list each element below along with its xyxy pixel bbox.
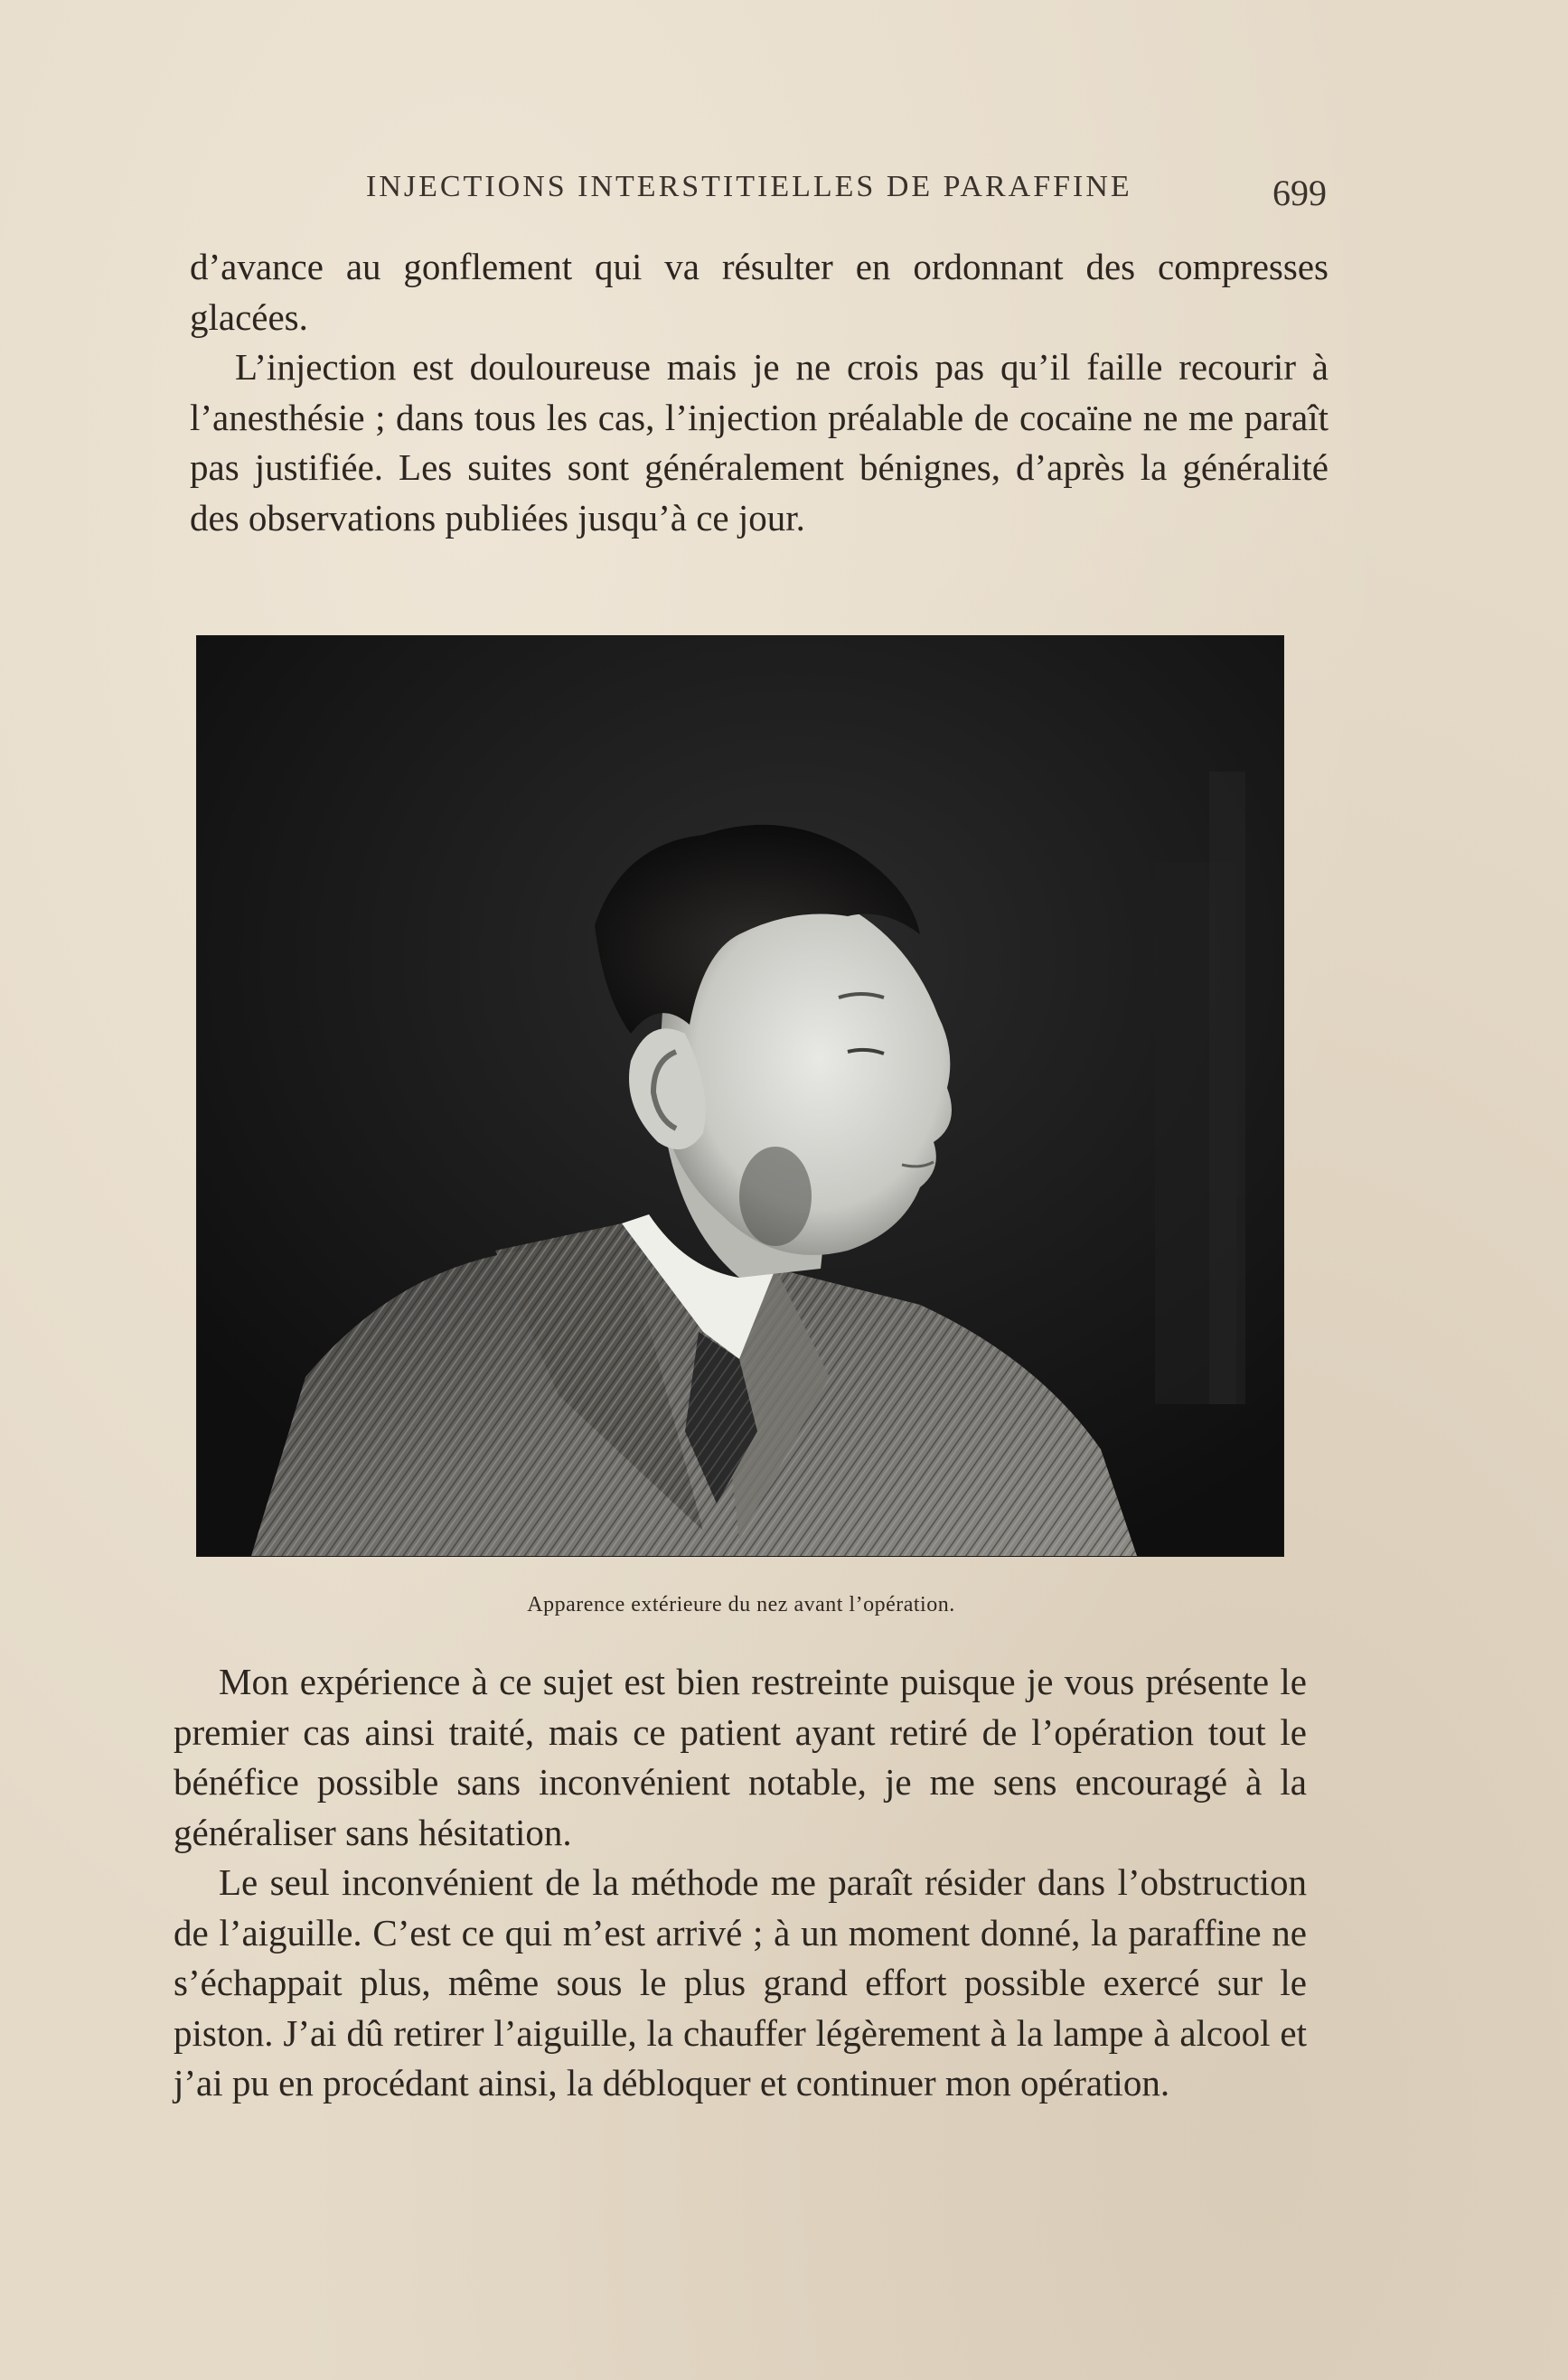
portrait-photograph-image bbox=[197, 636, 1283, 1556]
body-text-top bbox=[190, 242, 1329, 543]
paragraph: Mon expérience à ce sujet est bien restreinte puisque je vous présente le premier cas ainsi traité, mais ce patient ayant retiré de l’opération tout le bénéfice possible sans inconvénient notable, je me sens encouragé à la généraliser sans hésitation. bbox=[174, 1661, 1307, 1853]
paragraph: d’avance au gonflement qui va résulter en ordonnant des compresses glacées. bbox=[190, 246, 1329, 338]
portrait-photograph bbox=[197, 636, 1283, 1556]
figure-caption: Apparence extérieure du nez avant l’opération. bbox=[527, 1593, 955, 1616]
page-number: 699 bbox=[1272, 173, 1327, 213]
running-head-title: INJECTIONS INTERSTITIELLES DE PARAFFINE bbox=[366, 170, 1132, 203]
paragraph: Le seul inconvénient de la méthode me paraît résider dans l’obstruction de l’aiguille. C’est ce qui m’est arrivé ; à un moment donné, la paraffine ne s’échappait plus, même sous le plus grand effort possible exercé sur le piston. J’ai dû retirer l’aiguille, la chauffer légèrement à la lampe à alcool et j’ai pu en procédant ainsi, la débloquer et continuer mon opération. bbox=[174, 1861, 1307, 2104]
body-text-bottom bbox=[174, 1657, 1307, 2109]
paragraph: L’injection est douloureuse mais je ne crois pas qu’il faille recourir à l’anesthésie ; dans tous les cas, l’injection préalable de cocaïne ne me paraît pas justifiée. Les suites sont généralement bénignes, d’après la généralité des observations publiées jusqu’à ce jour. bbox=[190, 346, 1329, 539]
